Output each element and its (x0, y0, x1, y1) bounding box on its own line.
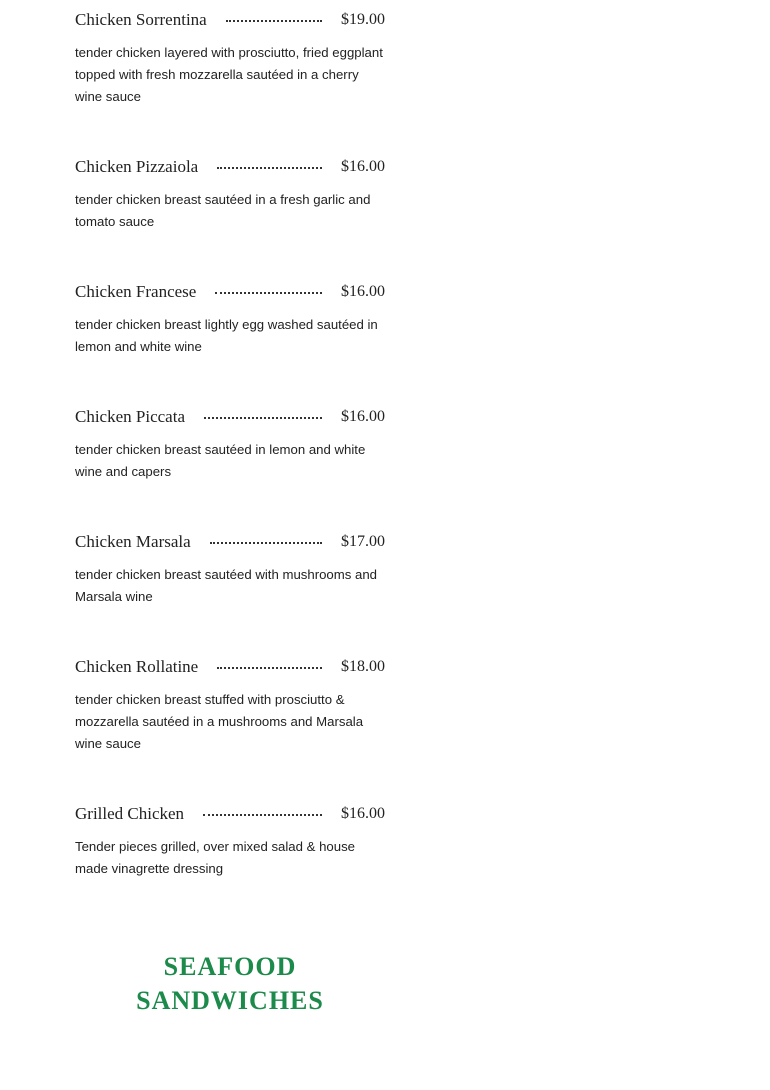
menu-item-header (75, 802, 385, 826)
menu-item-description: tender chicken layered with prosciutto, fried eggplant topped with fresh mozzarella sautéed in a cherry wine sauce (75, 45, 383, 104)
menu-item-name: Chicken Francese (75, 282, 197, 301)
menu-item-description: tender chicken breast stuffed with prosciutto & mozzarella sautéed in a mushrooms and Marsala wine sauce (75, 692, 364, 751)
menu-item-header (75, 8, 385, 32)
menu-item-header (75, 280, 385, 304)
menu-item-header (75, 530, 385, 554)
section-heading-line-1: SEAFOOD (163, 952, 297, 981)
menu-item-name: Grilled Chicken (75, 804, 185, 823)
menu-item-name: Chicken Sorrentina (75, 10, 207, 29)
menu-item-chicken-marsala (75, 530, 385, 608)
menu-item-header (75, 155, 385, 179)
dotted-leader (217, 167, 322, 169)
menu-item-name: Chicken Piccata (75, 407, 185, 426)
menu-item-chicken-rollatine (75, 655, 385, 755)
menu-item-chicken-sorrentina (75, 8, 385, 108)
menu-item-description: tender chicken breast sautéed in lemon and white wine and capers (75, 442, 366, 479)
dotted-leader (215, 292, 322, 294)
menu-item-description: Tender pieces grilled, over mixed salad & house made vinagrette dressing (75, 839, 356, 876)
menu-item-price: $18.00 (341, 658, 385, 675)
dotted-leader (204, 417, 322, 419)
menu-item-description: tender chicken breast sautéed with mushrooms and Marsala wine (75, 567, 378, 604)
menu-item-name: Chicken Marsala (75, 532, 191, 551)
dotted-leader (226, 20, 322, 22)
menu-item-description: tender chicken breast lightly egg washed sautéed in lemon and white wine (75, 317, 378, 354)
menu-item-description: tender chicken breast sautéed in a fresh garlic and tomato sauce (75, 192, 371, 229)
menu-list (75, 8, 385, 927)
section-heading-line-2: SANDWICHES (136, 986, 324, 1015)
section-heading-seafood-sandwiches (75, 950, 385, 1018)
menu-item-price: $16.00 (341, 408, 385, 425)
dotted-leader (210, 542, 322, 544)
menu-item-header (75, 655, 385, 679)
menu-item-price: $16.00 (341, 805, 385, 822)
menu-item-price: $17.00 (341, 533, 385, 550)
menu-item-grilled-chicken (75, 802, 385, 880)
dotted-leader (203, 814, 322, 816)
menu-item-name: Chicken Pizzaiola (75, 157, 199, 176)
menu-item-header (75, 405, 385, 429)
menu-item-price: $19.00 (341, 11, 385, 28)
dotted-leader (217, 667, 322, 669)
menu-item-chicken-piccata (75, 405, 385, 483)
menu-item-chicken-francese (75, 280, 385, 358)
menu-item-name: Chicken Rollatine (75, 657, 199, 676)
menu-item-price: $16.00 (341, 158, 385, 175)
menu-item-price: $16.00 (341, 283, 385, 300)
menu-item-chicken-pizzaiola (75, 155, 385, 233)
